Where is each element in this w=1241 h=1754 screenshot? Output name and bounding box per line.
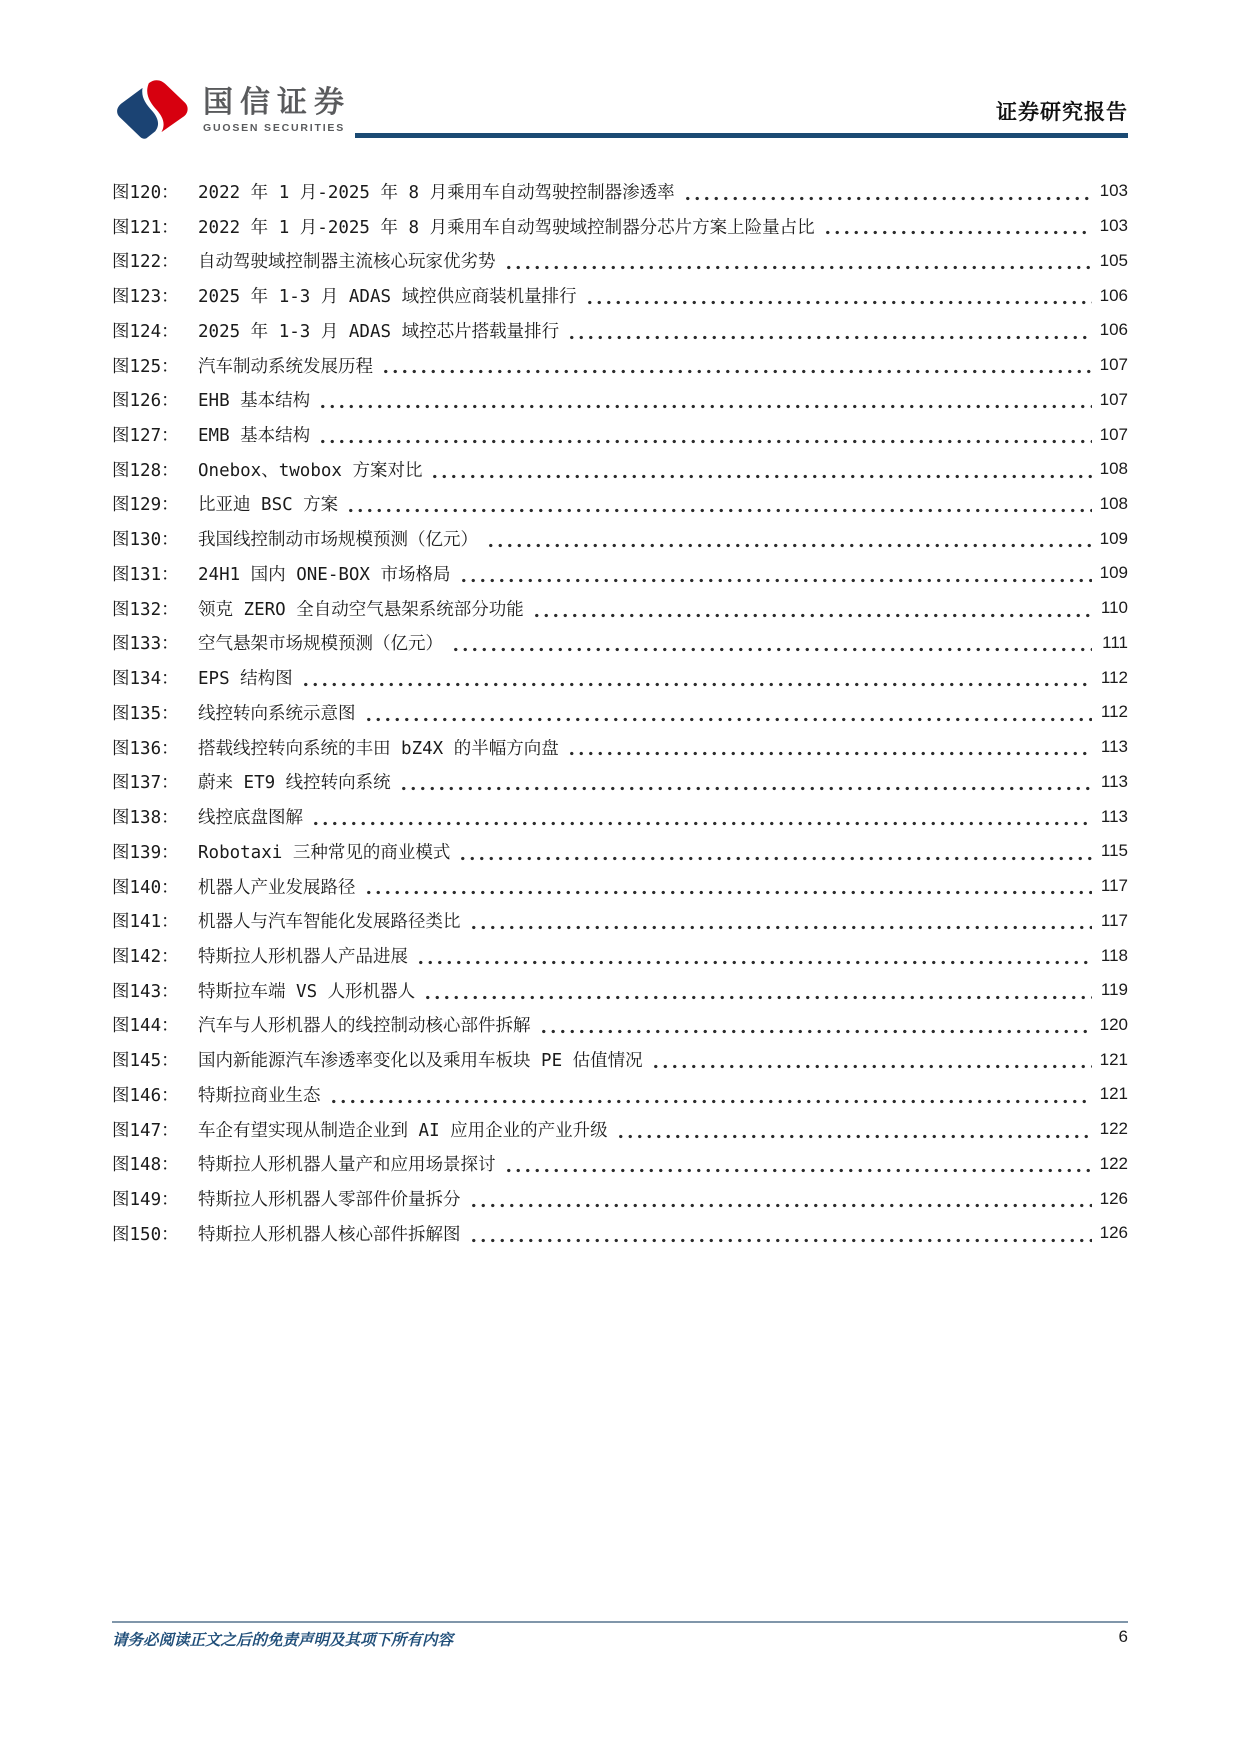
dot-leader [362, 869, 1093, 904]
toc-entry-page: 117 [1100, 876, 1128, 896]
toc-entry[interactable] [112, 556, 1128, 591]
toc-entry[interactable] [112, 591, 1128, 626]
toc-entry-page: 103 [1099, 181, 1128, 201]
toc-entry-title: 空气悬架市场规模预测（亿元） [198, 634, 443, 655]
toc-entry-page: 115 [1100, 841, 1128, 861]
toc-entry-title: 线控转向系统示意图 [198, 703, 356, 724]
toc-entry-label: 图125： [112, 356, 179, 377]
toc-entry[interactable] [112, 1216, 1128, 1251]
toc-list [112, 174, 1128, 1251]
toc-entry[interactable] [112, 973, 1128, 1008]
dot-leader [502, 1147, 1093, 1182]
toc-entry[interactable] [112, 869, 1128, 904]
toc-entry-label: 图121： [112, 217, 179, 238]
dot-leader [484, 521, 1092, 556]
toc-entry[interactable] [112, 278, 1128, 313]
dot-leader [502, 243, 1093, 278]
toc-entry-title: 特斯拉车端 VS 人形机器人 [198, 981, 416, 1002]
toc-entry-page: 117 [1100, 910, 1128, 930]
toc-entry-label: 图141： [112, 912, 179, 933]
toc-entry-label: 图147： [112, 1120, 179, 1141]
toc-entry-page: 121 [1099, 1084, 1128, 1104]
toc-entry-title: 汽车与人形机器人的线控制动核心部件拆解 [198, 1016, 531, 1037]
toc-entry-title: 车企有望实现从制造企业到 AI 应用企业的产业升级 [198, 1120, 608, 1141]
toc-entry-page: 111 [1102, 632, 1128, 652]
toc-entry-title: 机器人与汽车智能化发展路径类比 [198, 912, 461, 933]
toc-entry-page: 109 [1099, 528, 1128, 548]
toc-entry-label: 图143： [112, 981, 179, 1002]
dot-leader [457, 556, 1092, 591]
toc-entry-page: 119 [1100, 980, 1128, 1000]
toc-entry-title: 线控底盘图解 [198, 808, 303, 829]
toc-entry-label: 图150： [112, 1224, 179, 1245]
toc-entry-page: 105 [1099, 250, 1128, 270]
toc-entry-label: 图128： [112, 460, 179, 481]
toc-entry[interactable] [112, 799, 1128, 834]
toc-entry-title: 2025 年 1-3 月 ADAS 域控供应商装机量排行 [198, 287, 577, 308]
dot-leader [583, 278, 1092, 313]
toc-entry-page: 107 [1099, 389, 1128, 409]
dot-leader [428, 452, 1092, 487]
toc-entry[interactable] [112, 487, 1128, 522]
dot-leader [467, 1216, 1093, 1251]
dot-leader [467, 903, 1093, 938]
toc-entry-label: 图149： [112, 1190, 179, 1211]
brand-name-en: GUOSEN SECURITIES [203, 122, 346, 134]
toc-entry[interactable] [112, 313, 1128, 348]
toc-entry-page: 108 [1099, 493, 1128, 513]
toc-entry-label: 图135： [112, 703, 179, 724]
toc-entry-page: 118 [1100, 945, 1128, 965]
toc-entry-label: 图124： [112, 321, 179, 342]
toc-entry[interactable] [112, 521, 1128, 556]
toc-entry-label: 图122： [112, 252, 179, 273]
dot-leader [379, 348, 1092, 383]
toc-entry-page: 113 [1100, 771, 1128, 791]
toc-entry[interactable] [112, 903, 1128, 938]
dot-leader [449, 626, 1092, 661]
toc-entry-title: 机器人产业发展路径 [198, 877, 356, 898]
toc-entry-label: 图137： [112, 773, 179, 794]
toc-entry[interactable] [112, 174, 1128, 209]
toc-entry-title: 2025 年 1-3 月 ADAS 域控芯片搭载量排行 [198, 321, 560, 342]
toc-entry-page: 107 [1099, 424, 1128, 444]
toc-entry-label: 图134： [112, 669, 179, 690]
dot-leader [537, 1008, 1093, 1043]
toc-entry[interactable] [112, 1008, 1128, 1043]
toc-entry[interactable] [112, 1181, 1128, 1216]
toc-entry-title: 特斯拉人形机器人核心部件拆解图 [198, 1224, 461, 1245]
toc-entry-label: 图131： [112, 564, 179, 585]
toc-entry-title: 自动驾驶域控制器主流核心玩家优劣势 [198, 252, 496, 273]
toc-entry-page: 112 [1100, 667, 1128, 687]
toc-entry[interactable] [112, 764, 1128, 799]
toc-entry[interactable] [112, 660, 1128, 695]
footer-page-number: 6 [1118, 1627, 1128, 1646]
toc-entry-page: 106 [1099, 285, 1128, 305]
toc-entry-title: 蔚来 ET9 线控转向系统 [198, 773, 391, 794]
toc-entry-title: EMB 基本结构 [198, 426, 311, 446]
toc-entry-page: 103 [1099, 216, 1128, 236]
toc-entry[interactable] [112, 1042, 1128, 1077]
toc-entry-title: EPS 结构图 [198, 669, 293, 690]
toc-entry-page: 108 [1099, 459, 1128, 479]
toc-entry-label: 图126： [112, 391, 179, 412]
toc-entry-title: 2022 年 1 月-2025 年 8 月乘用车自动驾驶域控制器分芯片方案上险量占比 [198, 217, 815, 238]
toc-entry[interactable] [112, 1077, 1128, 1112]
toc-entry[interactable] [112, 938, 1128, 973]
dot-leader [316, 382, 1092, 417]
toc-entry[interactable] [112, 243, 1128, 278]
toc-entry[interactable] [112, 209, 1128, 244]
toc-entry-title: 汽车制动系统发展历程 [198, 356, 373, 377]
toc-entry-label: 图132： [112, 599, 179, 620]
toc-entry-label: 图146： [112, 1085, 179, 1106]
toc-entry-label: 图140： [112, 877, 179, 898]
toc-entry-page: 109 [1099, 563, 1128, 583]
toc-entry[interactable] [112, 452, 1128, 487]
toc-entry-label: 图127： [112, 426, 179, 446]
dot-leader [362, 695, 1093, 730]
toc-entry-page: 122 [1099, 1119, 1128, 1139]
dot-leader [309, 799, 1092, 834]
toc-entry-title: 特斯拉人形机器人零部件价量拆分 [198, 1190, 461, 1211]
toc-entry-label: 图136： [112, 738, 179, 759]
toc-entry-label: 图129： [112, 495, 179, 516]
toc-entry[interactable] [112, 1147, 1128, 1182]
toc-entry-page: 126 [1099, 1188, 1128, 1208]
brand-text [203, 86, 351, 134]
toc-entry-label: 图139： [112, 842, 179, 863]
toc-entry-title: 我国线控制动市场规模预测（亿元） [198, 530, 478, 551]
dot-leader [414, 938, 1092, 973]
toc-entry-label: 图120： [112, 182, 179, 203]
toc-entry-title: 特斯拉人形机器人产品进展 [198, 947, 408, 968]
toc-entry-page: 113 [1100, 806, 1128, 826]
dot-leader [397, 764, 1092, 799]
toc-entry-label: 图123： [112, 287, 179, 308]
brand-logo [112, 80, 351, 140]
toc-entry-title: 比亚迪 BSC 方案 [198, 495, 339, 516]
toc-entry-title: 2022 年 1 月-2025 年 8 月乘用车自动驾驶控制器渗透率 [198, 182, 675, 203]
toc-entry-page: 121 [1099, 1049, 1128, 1069]
toc-entry-title: 领克 ZERO 全自动空气悬架系统部分功能 [198, 599, 524, 620]
dot-leader [821, 209, 1092, 244]
toc-entry-page: 106 [1099, 320, 1128, 340]
toc-entry-page: 120 [1099, 1014, 1128, 1034]
dot-leader [299, 660, 1092, 695]
dot-leader [649, 1042, 1092, 1077]
toc-entry[interactable] [112, 417, 1128, 452]
toc-entry-page: 113 [1100, 737, 1128, 757]
dot-leader [565, 730, 1092, 765]
dot-leader [456, 834, 1092, 869]
toc-entry-label: 图148： [112, 1155, 179, 1176]
toc-entry-page: 122 [1099, 1153, 1128, 1173]
dot-leader [421, 973, 1092, 1008]
toc-entry-title: 24H1 国内 ONE-BOX 市场格局 [198, 564, 451, 585]
footer-disclaimer: 请务必阅读正文之后的免责声明及其项下所有内容 [112, 1631, 454, 1649]
dot-leader [565, 313, 1092, 348]
toc-entry-title: EHB 基本结构 [198, 391, 311, 412]
dot-leader [327, 1077, 1093, 1112]
guosen-logo-icon [112, 80, 192, 140]
toc-entry-title: 搭载线控转向系统的丰田 bZ4X 的半幅方向盘 [198, 738, 559, 759]
toc-entry[interactable] [112, 695, 1128, 730]
toc-entry-title: Robotaxi 三种常见的商业模式 [198, 842, 451, 863]
dot-leader [467, 1181, 1093, 1216]
toc-entry-label: 图130： [112, 530, 179, 551]
toc-entry[interactable] [112, 348, 1128, 383]
footer-divider [112, 1621, 1128, 1623]
toc-entry-page: 112 [1100, 702, 1128, 722]
toc-entry[interactable] [112, 626, 1128, 661]
toc-entry[interactable] [112, 730, 1128, 765]
dot-leader [681, 174, 1092, 209]
brand-name-cn: 国信证券 [203, 85, 351, 120]
header-divider [355, 133, 1128, 138]
toc-entry-page: 107 [1099, 355, 1128, 375]
dot-leader [344, 487, 1092, 522]
doc-type-label: 证券研究报告 [996, 100, 1128, 124]
toc-entry[interactable] [112, 1112, 1128, 1147]
toc-entry[interactable] [112, 382, 1128, 417]
toc-entry-label: 图144： [112, 1016, 179, 1037]
toc-entry-label: 图142： [112, 947, 179, 968]
toc-entry-title: 特斯拉商业生态 [198, 1085, 321, 1106]
dot-leader [614, 1112, 1092, 1147]
toc-entry-page: 126 [1099, 1223, 1128, 1243]
toc-entry-title: 国内新能源汽车渗透率变化以及乘用车板块 PE 估值情况 [198, 1051, 643, 1072]
toc-entry[interactable] [112, 834, 1128, 869]
toc-entry-title: Onebox、twobox 方案对比 [198, 460, 423, 481]
toc-entry-label: 图133： [112, 634, 179, 655]
toc-entry-label: 图138： [112, 808, 179, 829]
dot-leader [530, 591, 1092, 626]
toc-entry-title: 特斯拉人形机器人量产和应用场景探讨 [198, 1155, 496, 1176]
toc-entry-label: 图145： [112, 1051, 179, 1072]
toc-entry-page: 110 [1100, 598, 1128, 618]
dot-leader [316, 417, 1092, 452]
